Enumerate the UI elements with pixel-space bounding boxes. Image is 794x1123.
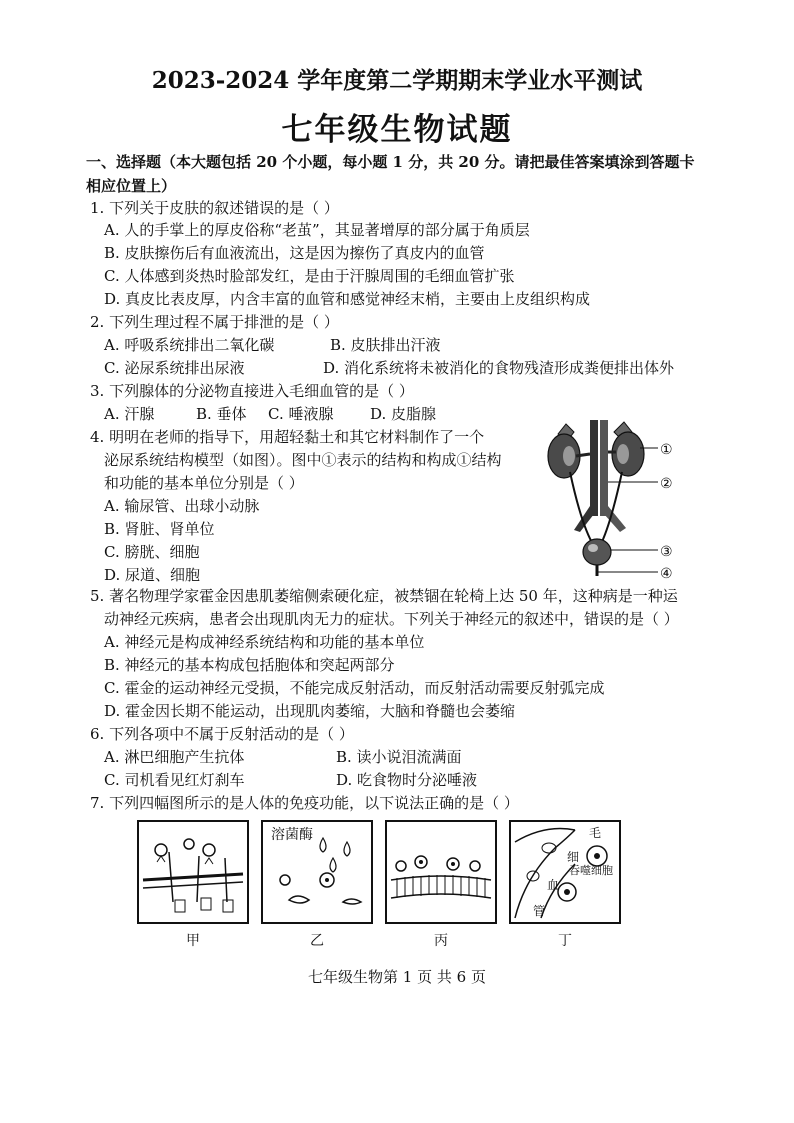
lysozyme-label: 溶菌酶 xyxy=(271,827,313,843)
immune-figure-bing-caption: 丙 xyxy=(434,933,448,949)
immune-figure-jia xyxy=(137,820,249,924)
question-1-option-d: D. 真皮比表皮厚，内含丰富的血管和感觉神经末梢，主要由上皮组织构成 xyxy=(104,290,591,308)
question-2-stem: 2. 下列生理过程不属于排泄的是（ ） xyxy=(90,313,339,331)
figure-label-3: ③ xyxy=(660,544,673,560)
question-4-option-c: C. 膀胱、细胞 xyxy=(104,543,200,561)
question-1-option-c: C. 人体感到炎热时脸部发红，是由于汗腺周围的毛细血管扩张 xyxy=(104,267,515,285)
question-4-option-d: D. 尿道、细胞 xyxy=(104,566,201,584)
question-5-option-a: A. 神经元是构成神经系统结构和功能的基本单位 xyxy=(104,633,425,651)
figure-label-4: ④ xyxy=(660,566,673,582)
question-1-option-b: B. 皮肤擦伤后有血液流出，这是因为擦伤了真皮内的血管 xyxy=(104,244,485,262)
question-5-option-b: B. 神经元的基本构成包括胞体和突起两部分 xyxy=(104,656,395,674)
question-1-option-a: A. 人的手掌上的厚皮俗称“老茧”，其显著增厚的部分属于角质层 xyxy=(104,221,530,239)
question-4-stem-cont: 泌尿系统结构模型（如图）。图中①表示的结构和构成①结构 xyxy=(104,451,502,469)
question-5-option-d: D. 霍金因长期不能运动，出现肌肉萎缩，大脑和脊髓也会萎缩 xyxy=(104,702,516,720)
page-footer: 七年级生物第 1 页 共 6 页 xyxy=(308,968,486,986)
question-1-stem: 1. 下列关于皮肤的叙述错误的是（ ） xyxy=(90,199,339,217)
exam-title: 2023-2024 学年度第二学期期末学业水平测试 xyxy=(151,67,643,94)
question-6-option-d: D. 吃食物时分泌唾液 xyxy=(336,771,478,789)
question-4-stem-cont2: 和功能的基本单位分别是（ ） xyxy=(104,474,304,492)
question-2-option-b: B. 皮肤排出汗液 xyxy=(330,336,441,354)
question-3-option-d: D. 皮脂腺 xyxy=(370,405,437,423)
immune-figure-yi-caption: 乙 xyxy=(310,933,324,949)
capillary-label-4: 管 xyxy=(533,904,546,918)
question-5-option-c: C. 霍金的运动神经元受损，不能完成反射活动，而反射活动需要反射弧完成 xyxy=(104,679,605,697)
question-5-stem: 5. 著名物理学家霍金因患肌萎缩侧索硬化症，被禁锢在轮椅上达 50 年，这种病是一种运 xyxy=(90,587,678,605)
question-4-stem: 4. 明明在老师的指导下，用超轻黏土和其它材料制作了一个 xyxy=(90,428,485,446)
immune-figure-ding-caption: 丁 xyxy=(558,933,572,949)
capillary-label-1: 毛 xyxy=(589,826,602,840)
question-6-stem: 6. 下列各项中不属于反射活动的是（ ） xyxy=(90,725,354,743)
question-3-stem: 3. 下列腺体的分泌物直接进入毛细血管的是（ ） xyxy=(90,382,414,400)
immune-figure-ding xyxy=(509,820,621,924)
question-2-option-c: C. 泌尿系统排出尿液 xyxy=(104,359,245,377)
question-6-option-a: A. 淋巴细胞产生抗体 xyxy=(104,748,245,766)
question-2-option-d: D. 消化系统将未被消化的食物残渣形成粪便排出体外 xyxy=(323,359,675,377)
question-6-option-b: B. 读小说泪流满面 xyxy=(336,748,462,766)
capillary-label-2: 细 xyxy=(567,850,580,864)
figure-label-1: ① xyxy=(660,442,673,458)
question-7-stem: 7. 下列四幅图所示的是人体的免疫功能，以下说法正确的是（ ） xyxy=(90,794,519,812)
section-heading-cont: 相应位置上） xyxy=(86,177,177,195)
question-4-option-b: B. 肾脏、肾单位 xyxy=(104,520,215,538)
question-2-option-a: A. 呼吸系统排出二氧化碳 xyxy=(104,336,275,354)
question-5-stem-cont: 动神经元疾病，患者会出现肌肉无力的症状。下列关于神经元的叙述中，错误的是（ ） xyxy=(104,610,679,628)
figure-label-2: ② xyxy=(660,476,673,492)
question-6-option-c: C. 司机看见红灯刹车 xyxy=(104,771,245,789)
immune-figure-jia-caption: 甲 xyxy=(186,933,200,949)
question-3-option-b: B. 垂体 xyxy=(196,405,247,423)
question-4-option-a: A. 输尿管、出球小动脉 xyxy=(104,497,260,515)
phagocyte-label: 吞噬细胞 xyxy=(569,864,613,877)
section-heading: 一、选择题（本大题包括 20 个小题，每小题 1 分，共 20 分。请把最佳答案填涂到答题卡 xyxy=(86,153,695,171)
question-3-option-a: A. 汗腺 xyxy=(104,405,155,423)
capillary-label-3: 血 xyxy=(547,878,560,892)
exam-subtitle: 七年级生物试题 xyxy=(281,112,513,148)
immune-figure-bing xyxy=(385,820,497,924)
immune-figure-yi xyxy=(261,820,373,924)
question-3-option-c: C. 唾液腺 xyxy=(268,405,334,423)
